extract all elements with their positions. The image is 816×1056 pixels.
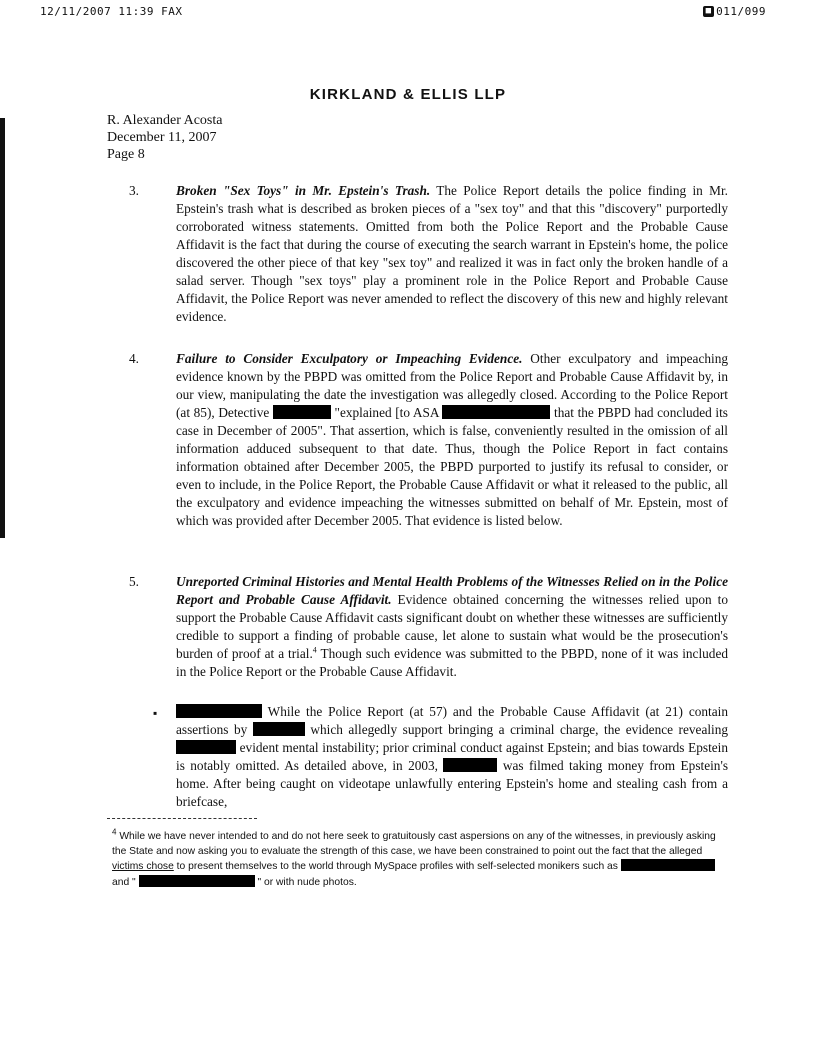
footnote-reference: 4 xyxy=(312,645,317,655)
footnote-4 xyxy=(112,827,722,890)
bullet-text-1: While the Police Report (at 57) and the Probable Cause Affidavit (at 21) contain assertions by xyxy=(176,704,728,737)
item-4-body-3: that the PBPD had concluded its case in December of 2005". That assertion, which is false, conveniently resulted in the omission of all information adduced subsequent to that date. Thus, though the Police Report in fact contains information obtained after December 2005, the PBPD purported to justify its refusal to consider, or even to include, in the Police Report, the Probable Cause Affidavit or what it released to the public, all the exculpatory and evidence impeaching the witnesses submitted on behalf of Mr. Epstein, most of which was provided after December 2005. That evidence is listed below. xyxy=(176,405,728,528)
item-number-5: 5. xyxy=(129,574,139,589)
letterhead: KIRKLAND & ELLIS LLP xyxy=(309,86,507,103)
bullet-text-2: which allegedly support bringing a criminal charge, the evidence revealing xyxy=(310,722,729,737)
item-4-body-1: Other exculpatory and impeaching evidence known by the PBPD was omitted from the Police Report and Probable Cause Affidavit by, in our view, manipulating the date the investigation was allegedly closed. According to the Police Report (at 85), Detective xyxy=(176,351,728,420)
fax-header-page xyxy=(703,5,766,18)
item-5-body: Evidence obtained concerning the witnesses relied upon to support the Probable Cause Affidavit casts significant doubt on whether these witnesses are sufficiently credible to support a finding of probable cause, let alone to sustain what would be the prosecution's burden of proof at a trial. xyxy=(176,592,729,661)
footnote-number: 4 xyxy=(112,827,117,837)
page-number: Page 8 xyxy=(107,147,145,162)
bullet-marker: ▪ xyxy=(153,706,158,720)
redaction xyxy=(621,859,715,871)
redaction xyxy=(253,722,305,736)
item-5-heading: Unreported Criminal Histories and Mental Health Problems of the Witnesses Relied on in the Police Report and Probable Cause Affidavit. xyxy=(176,574,728,607)
item-3-paragraph xyxy=(176,182,728,326)
scan-margin-bar xyxy=(0,118,5,538)
redaction xyxy=(273,405,331,419)
redaction xyxy=(443,758,497,772)
item-4-body-2: "explained [to ASA xyxy=(334,405,439,420)
item-5-body-after: Though such evidence was submitted to the PBPD, none of it was included in the Police Report or the Probable Cause Affidavit. xyxy=(176,646,728,679)
footnote-text-1: While we have never intended to and do not here seek to gratuitously cast aspersions on any of the witnesses, in previously asking the State and now asking you to evaluate the strength of this case, we have been constrained to point out the fact that the alleged xyxy=(112,831,716,857)
bullet-text-4: was filmed taking money from Epstein's home. After being caught on videotape unlawfully entering Epstein's home and stealing cash from a briefcase, xyxy=(176,758,729,809)
footnote-underlined: victims chose xyxy=(112,861,174,872)
redaction xyxy=(176,704,262,718)
redaction xyxy=(176,740,236,754)
letter-date: December 11, 2007 xyxy=(107,130,217,145)
fax-header-timestamp: 12/11/2007 11:39 FAX xyxy=(40,5,183,18)
bullet-text-3: evident mental instability; prior criminal conduct against Epstein; and bias towards Epstein is notably omitted. As detailed above, in 2003, xyxy=(176,740,729,773)
item-4-paragraph xyxy=(176,350,728,530)
item-3-heading: Broken "Sex Toys" in Mr. Epstein's Trash. xyxy=(176,183,431,198)
item-5-paragraph xyxy=(176,573,728,681)
redaction xyxy=(442,405,550,419)
footnote-text-2: to present themselves to the world through MySpace profiles with self-selected monikers such as xyxy=(176,861,618,872)
fax-page-count: 011/099 xyxy=(716,5,766,18)
redaction xyxy=(139,875,255,887)
item-number-4: 4. xyxy=(129,351,139,366)
item-4-heading: Failure to Consider Exculpatory or Impeaching Evidence. xyxy=(176,351,523,366)
footnote-text-4: " or with nude photos. xyxy=(257,876,357,888)
footnote-text-3: and " xyxy=(112,876,136,888)
letter-header xyxy=(107,112,222,163)
bullet-paragraph xyxy=(176,703,728,811)
fax-page-icon: ■ xyxy=(703,6,714,17)
recipient-name: R. Alexander Acosta xyxy=(107,113,223,128)
footnote-separator xyxy=(107,818,257,819)
item-3-body: The Police Report details the police finding in Mr. Epstein's trash what is described as broken pieces of a "sex toy" and that this "discovery" purportedly corroborated witness statements. Omitted from both the Police Report and the Probable Cause Affidavit is the fact that during the course of executing the search warrant in Epstein's home, the police discovered the other piece of that key "sex toy" and realized it was in fact only the broken handle of a salad server. Though "sex toys" play a prominent role in the Police Report and Probable Cause Affidavit, the Police Report was never amended to reflect the discovery of this new and highly relevant evidence. xyxy=(176,183,728,324)
item-number-3: 3. xyxy=(129,183,139,198)
